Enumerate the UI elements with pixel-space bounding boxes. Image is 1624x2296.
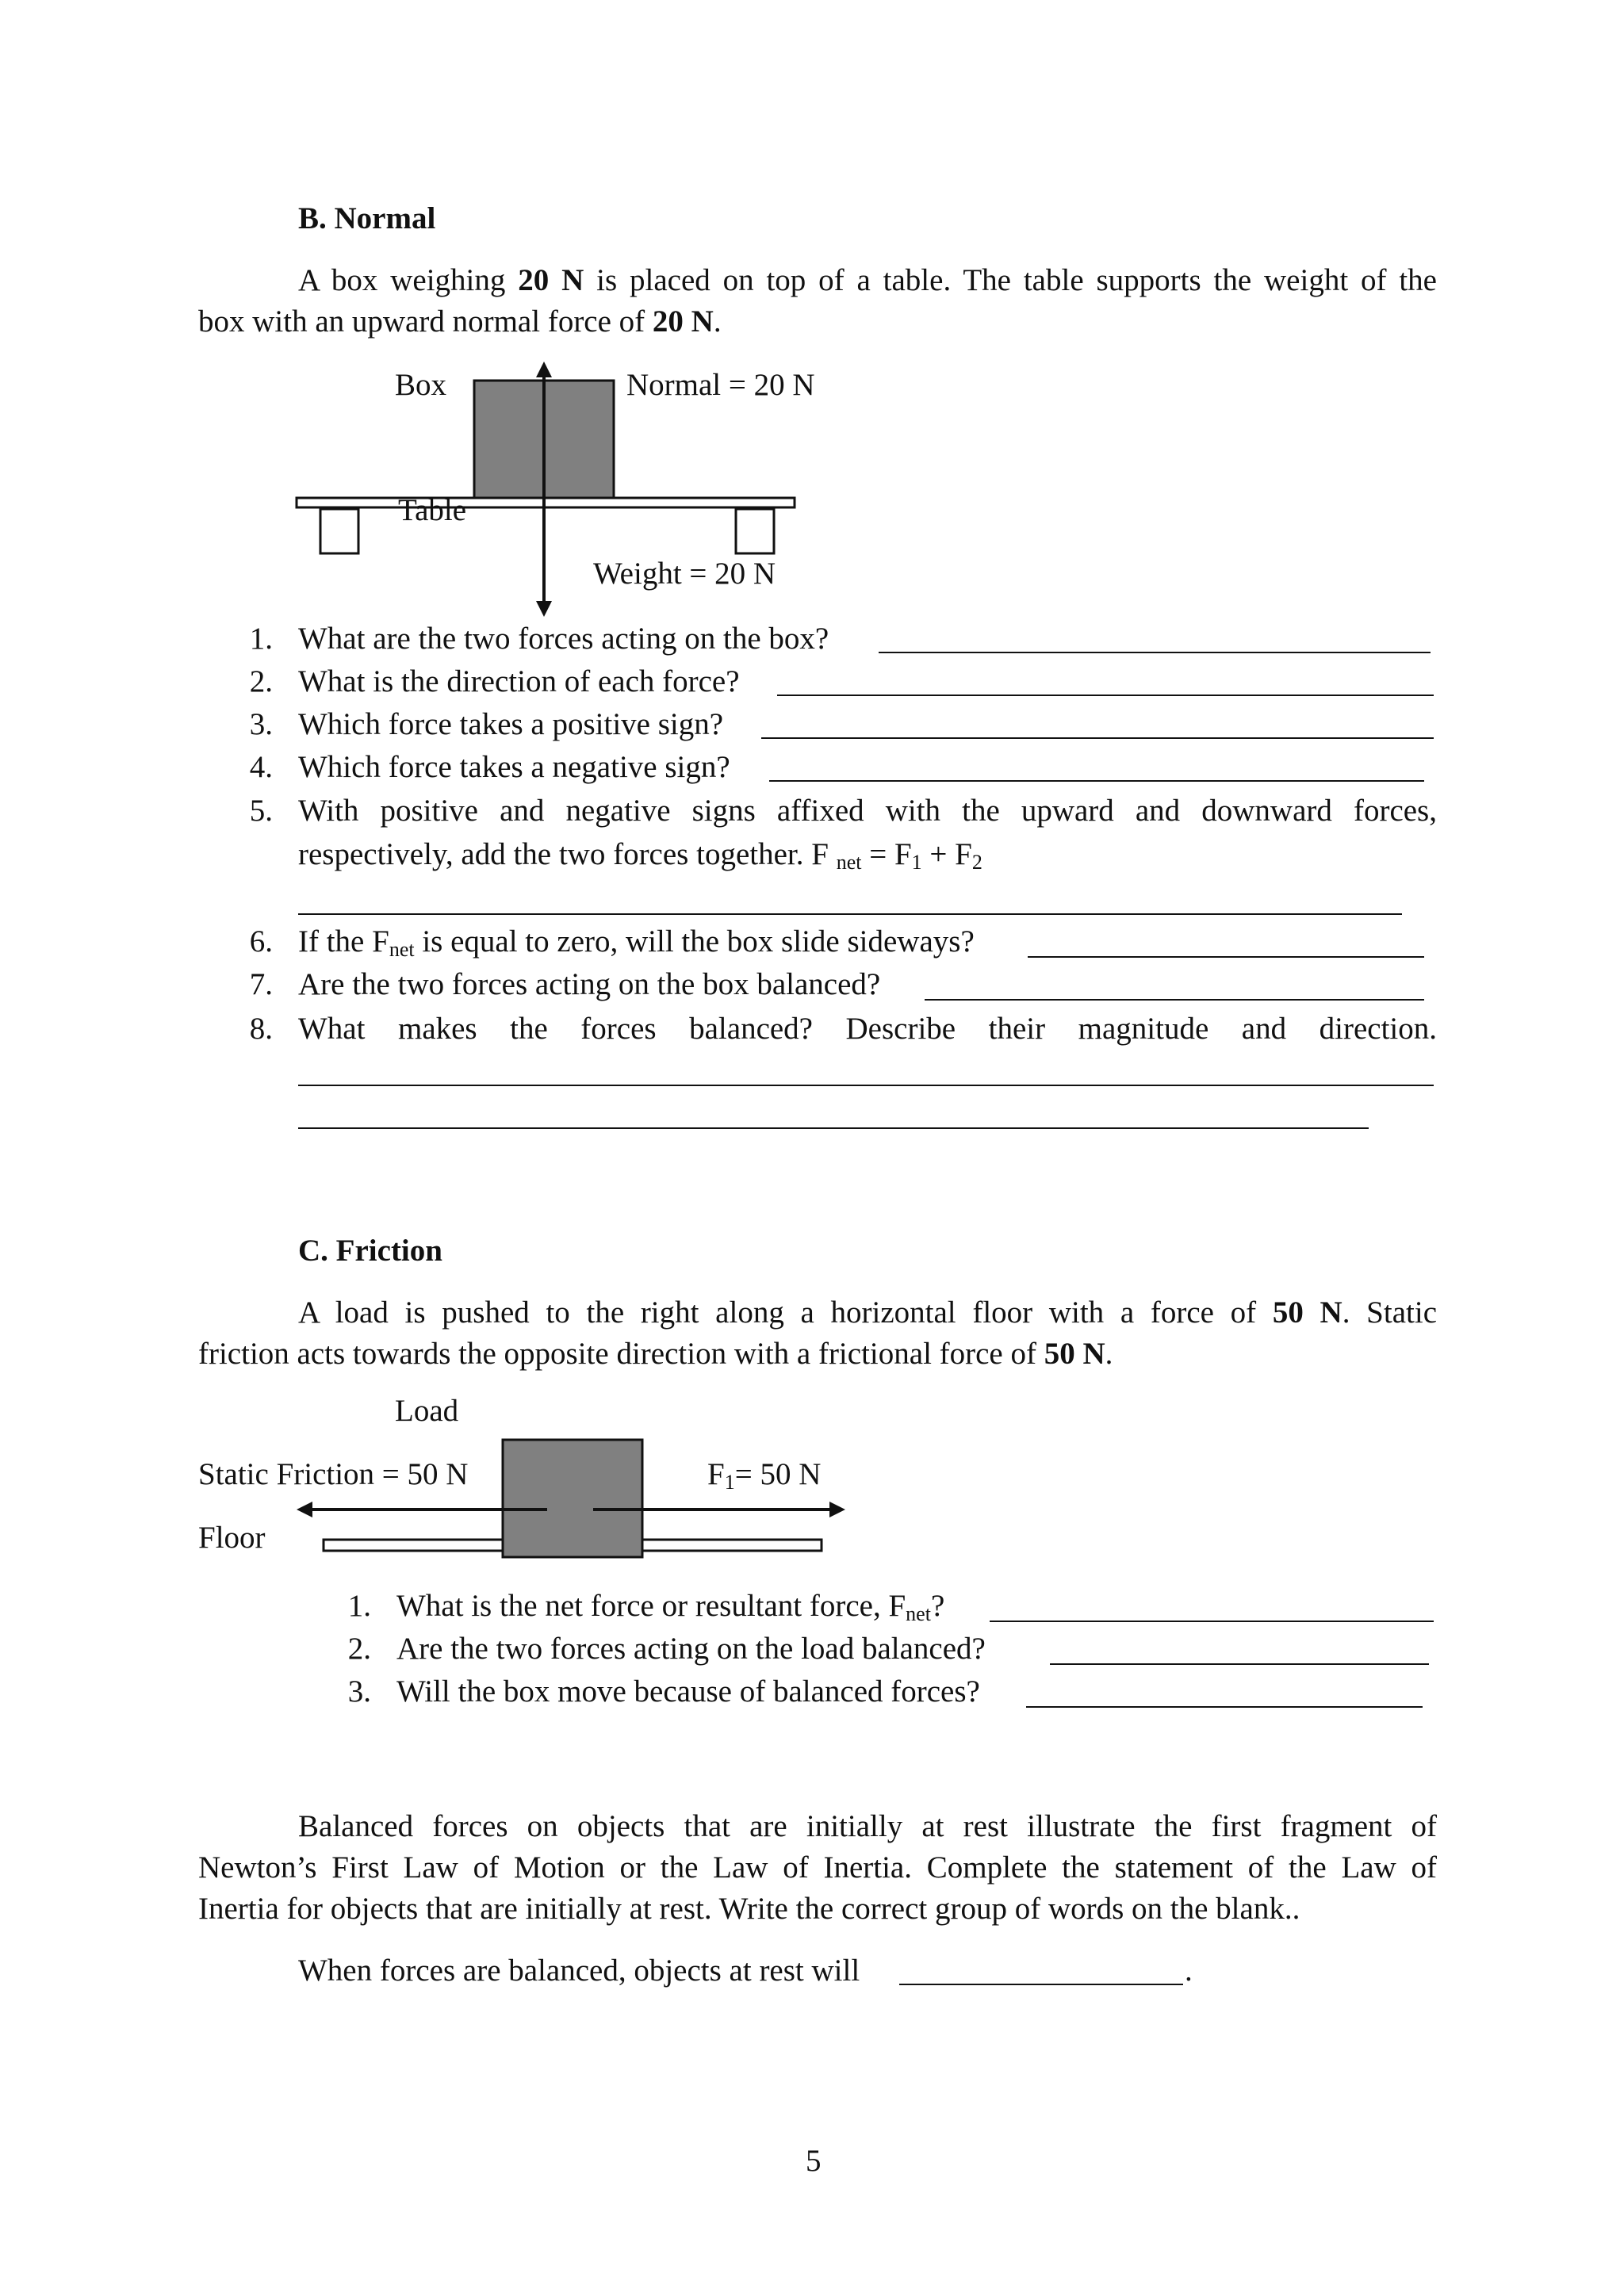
q-b2-text: What is the direction of each force? — [298, 664, 740, 698]
section-c-heading: C. Friction — [298, 1234, 442, 1268]
q-c3-answer-blank[interactable] — [1026, 1706, 1423, 1708]
q-c1-answer-blank[interactable] — [990, 1621, 1434, 1622]
q-b4-number: 4. — [249, 750, 273, 784]
q-b6-number: 6. — [249, 924, 273, 959]
q-b5-number: 5. — [249, 794, 273, 828]
q-b3-number: 3. — [249, 707, 273, 741]
q-c2-answer-blank[interactable] — [1050, 1663, 1429, 1665]
q-b2-number: 2. — [249, 664, 273, 698]
q-b4-text: Which force takes a negative sign? — [298, 750, 730, 784]
load-shape — [503, 1440, 642, 1557]
closing-para-line1: Balanced forces on objects that are initially at rest illustrate the first fragment of — [298, 1809, 1437, 1843]
friction-label: Static Friction = 50 N — [198, 1457, 469, 1491]
closing-statement: When forces are balanced, objects at rest will — [298, 1954, 860, 1988]
q-b8-number: 8. — [249, 1012, 273, 1046]
q-b3-text: Which force takes a positive sign? — [298, 707, 724, 741]
q-c3-number: 3. — [347, 1674, 371, 1709]
closing-answer-blank[interactable] — [899, 1984, 1183, 1985]
section-c-intro-line2: friction acts towards the opposite direction with a frictional force of 50 N. — [198, 1337, 1113, 1371]
q-b8-text: What makes the forces balanced? Describe their magnitude and direction. — [298, 1012, 1437, 1046]
box-label: Box — [395, 368, 447, 402]
load-label: Load — [395, 1394, 459, 1428]
closing-statement-period: . — [1185, 1954, 1193, 1988]
section-c-intro-line1: A load is pushed to the right along a horizontal floor with a force of 50 N. Static — [298, 1295, 1437, 1330]
q-b1-number: 1. — [249, 622, 273, 656]
q-c3-text: Will the box move because of balanced forces? — [396, 1674, 980, 1709]
normal-label: Normal = 20 N — [626, 368, 815, 402]
q-b7-text: Are the two forces acting on the box balanced? — [298, 967, 881, 1001]
force-label: F1= 50 N — [707, 1457, 822, 1494]
closing-para-line2: Newton’s First Law of Motion or the Law of Inertia. Complete the statement of the Law of — [198, 1850, 1437, 1885]
weight-label: Weight = 20 N — [593, 557, 776, 591]
q-b5-line1: With positive and negative signs affixed with the upward and downward forces, — [298, 794, 1437, 828]
q-b5-line2: respectively, add the two forces together. F $_{net} = F_1 + F_2$ — [298, 837, 982, 874]
section-b-intro-line2: box with an upward normal force of 20 N. — [198, 304, 722, 339]
q-b7-number: 7. — [249, 967, 273, 1001]
friction-arrowhead — [297, 1502, 312, 1517]
applied-force-arrowhead — [829, 1502, 845, 1517]
q-b6-text: If the $F_{net}$ is equal to zero, will the box slide sideways? — [298, 924, 975, 961]
table-label: Table — [398, 493, 467, 527]
q-c2-number: 2. — [347, 1632, 371, 1666]
page-number: 5 — [806, 2144, 822, 2178]
q-c2-text: Are the two forces acting on the load balanced? — [396, 1632, 986, 1666]
floor-label: Floor — [198, 1521, 266, 1555]
q-c1-number: 1. — [347, 1589, 371, 1623]
closing-para-line3: Inertia for objects that are initially at rest. Write the correct group of words on the blank.. — [198, 1892, 1300, 1926]
q-b1-text: What are the two forces acting on the box? — [298, 622, 829, 656]
q-c1-text: What is the net force or resultant force, $F_{net}$? — [396, 1589, 945, 1625]
section-b-intro-line1: A box weighing 20 N is placed on top of a table. The table supports the weight of the — [298, 263, 1437, 297]
section-b-heading: B. Normal — [298, 201, 436, 235]
